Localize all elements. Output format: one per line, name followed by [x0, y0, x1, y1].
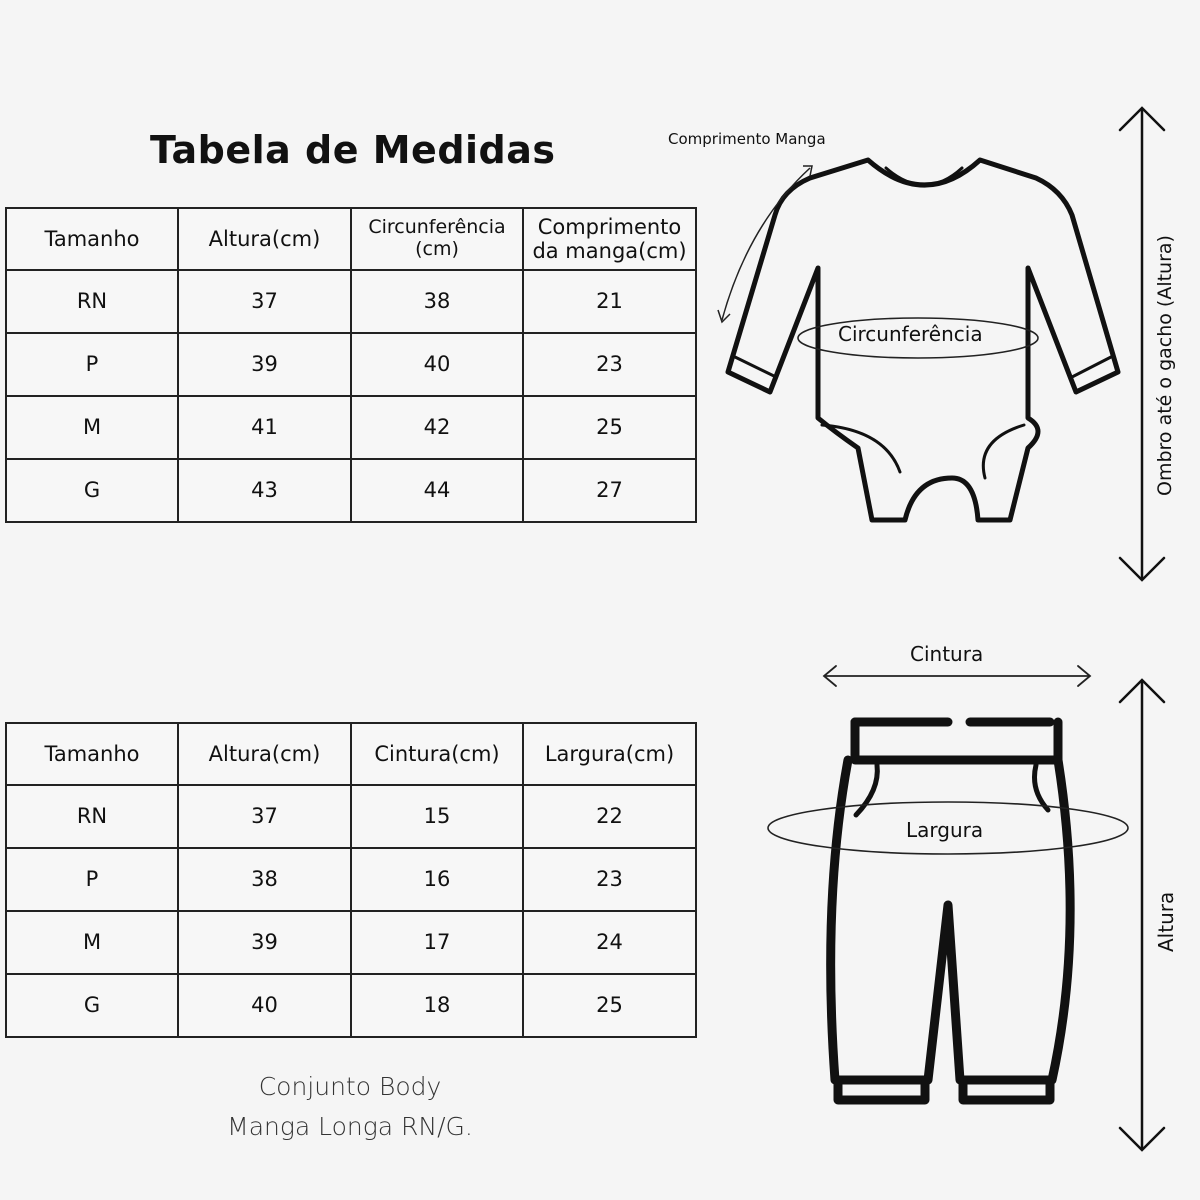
table-cell: G: [6, 974, 178, 1037]
header-cell-waist: Cintura(cm): [351, 723, 523, 785]
table-cell: 40: [178, 974, 351, 1037]
table-cell: P: [6, 848, 178, 911]
table-cell: 22: [523, 785, 696, 848]
table-cell: P: [6, 333, 178, 396]
bodysuit-height-label: Ombro até o gacho (Altura): [1154, 235, 1176, 496]
table-cell: 17: [351, 911, 523, 974]
circumference-label: Circunferência: [838, 322, 983, 346]
waist-label: Cintura: [910, 642, 984, 666]
table-cell: RN: [6, 785, 178, 848]
table-cell: 38: [351, 270, 523, 333]
caption-line-1: Conjunto Body: [258, 1072, 442, 1101]
header-cell-height: Altura(cm): [178, 723, 351, 785]
table-cell: 15: [351, 785, 523, 848]
header-cell-size: Tamanho: [6, 723, 178, 785]
header-cell-width: Largura(cm): [523, 723, 696, 785]
sleeve-length-label: Comprimento Manga: [668, 130, 826, 148]
table-cell: 24: [523, 911, 696, 974]
table-cell: M: [6, 396, 178, 459]
table-cell: RN: [6, 270, 178, 333]
caption-line-2: Manga Longa RN/G.: [227, 1112, 473, 1141]
table-cell: 41: [178, 396, 351, 459]
table-cell: G: [6, 459, 178, 522]
table-cell: 21: [523, 270, 696, 333]
table-cell: 37: [178, 270, 351, 333]
table-cell: 18: [351, 974, 523, 1037]
table-cell: 42: [351, 396, 523, 459]
header-cell-size: Tamanho: [6, 208, 178, 270]
table-cell: 44: [351, 459, 523, 522]
waist-arrow: [824, 666, 1090, 686]
width-label: Largura: [906, 818, 984, 842]
table-cell: 23: [523, 333, 696, 396]
table-cell: 43: [178, 459, 351, 522]
table-cell: 25: [523, 396, 696, 459]
header-cell-height: Altura(cm): [178, 208, 351, 270]
table-cell: 23: [523, 848, 696, 911]
table-cell: 39: [178, 911, 351, 974]
page-title: Tabela de Medidas: [150, 128, 556, 172]
table-cell: M: [6, 911, 178, 974]
header-cell-sleeve-length: Comprimento da manga(cm): [523, 208, 696, 270]
table-cell: 25: [523, 974, 696, 1037]
header-cell-circumference: Circunferência (cm): [351, 208, 523, 270]
table-cell: 16: [351, 848, 523, 911]
table-cell: 40: [351, 333, 523, 396]
table-cell: 37: [178, 785, 351, 848]
table-cell: 39: [178, 333, 351, 396]
pants-illustration: [831, 722, 1070, 1100]
pants-height-label: Altura: [1154, 891, 1178, 952]
table-cell: 38: [178, 848, 351, 911]
table-cell: 27: [523, 459, 696, 522]
